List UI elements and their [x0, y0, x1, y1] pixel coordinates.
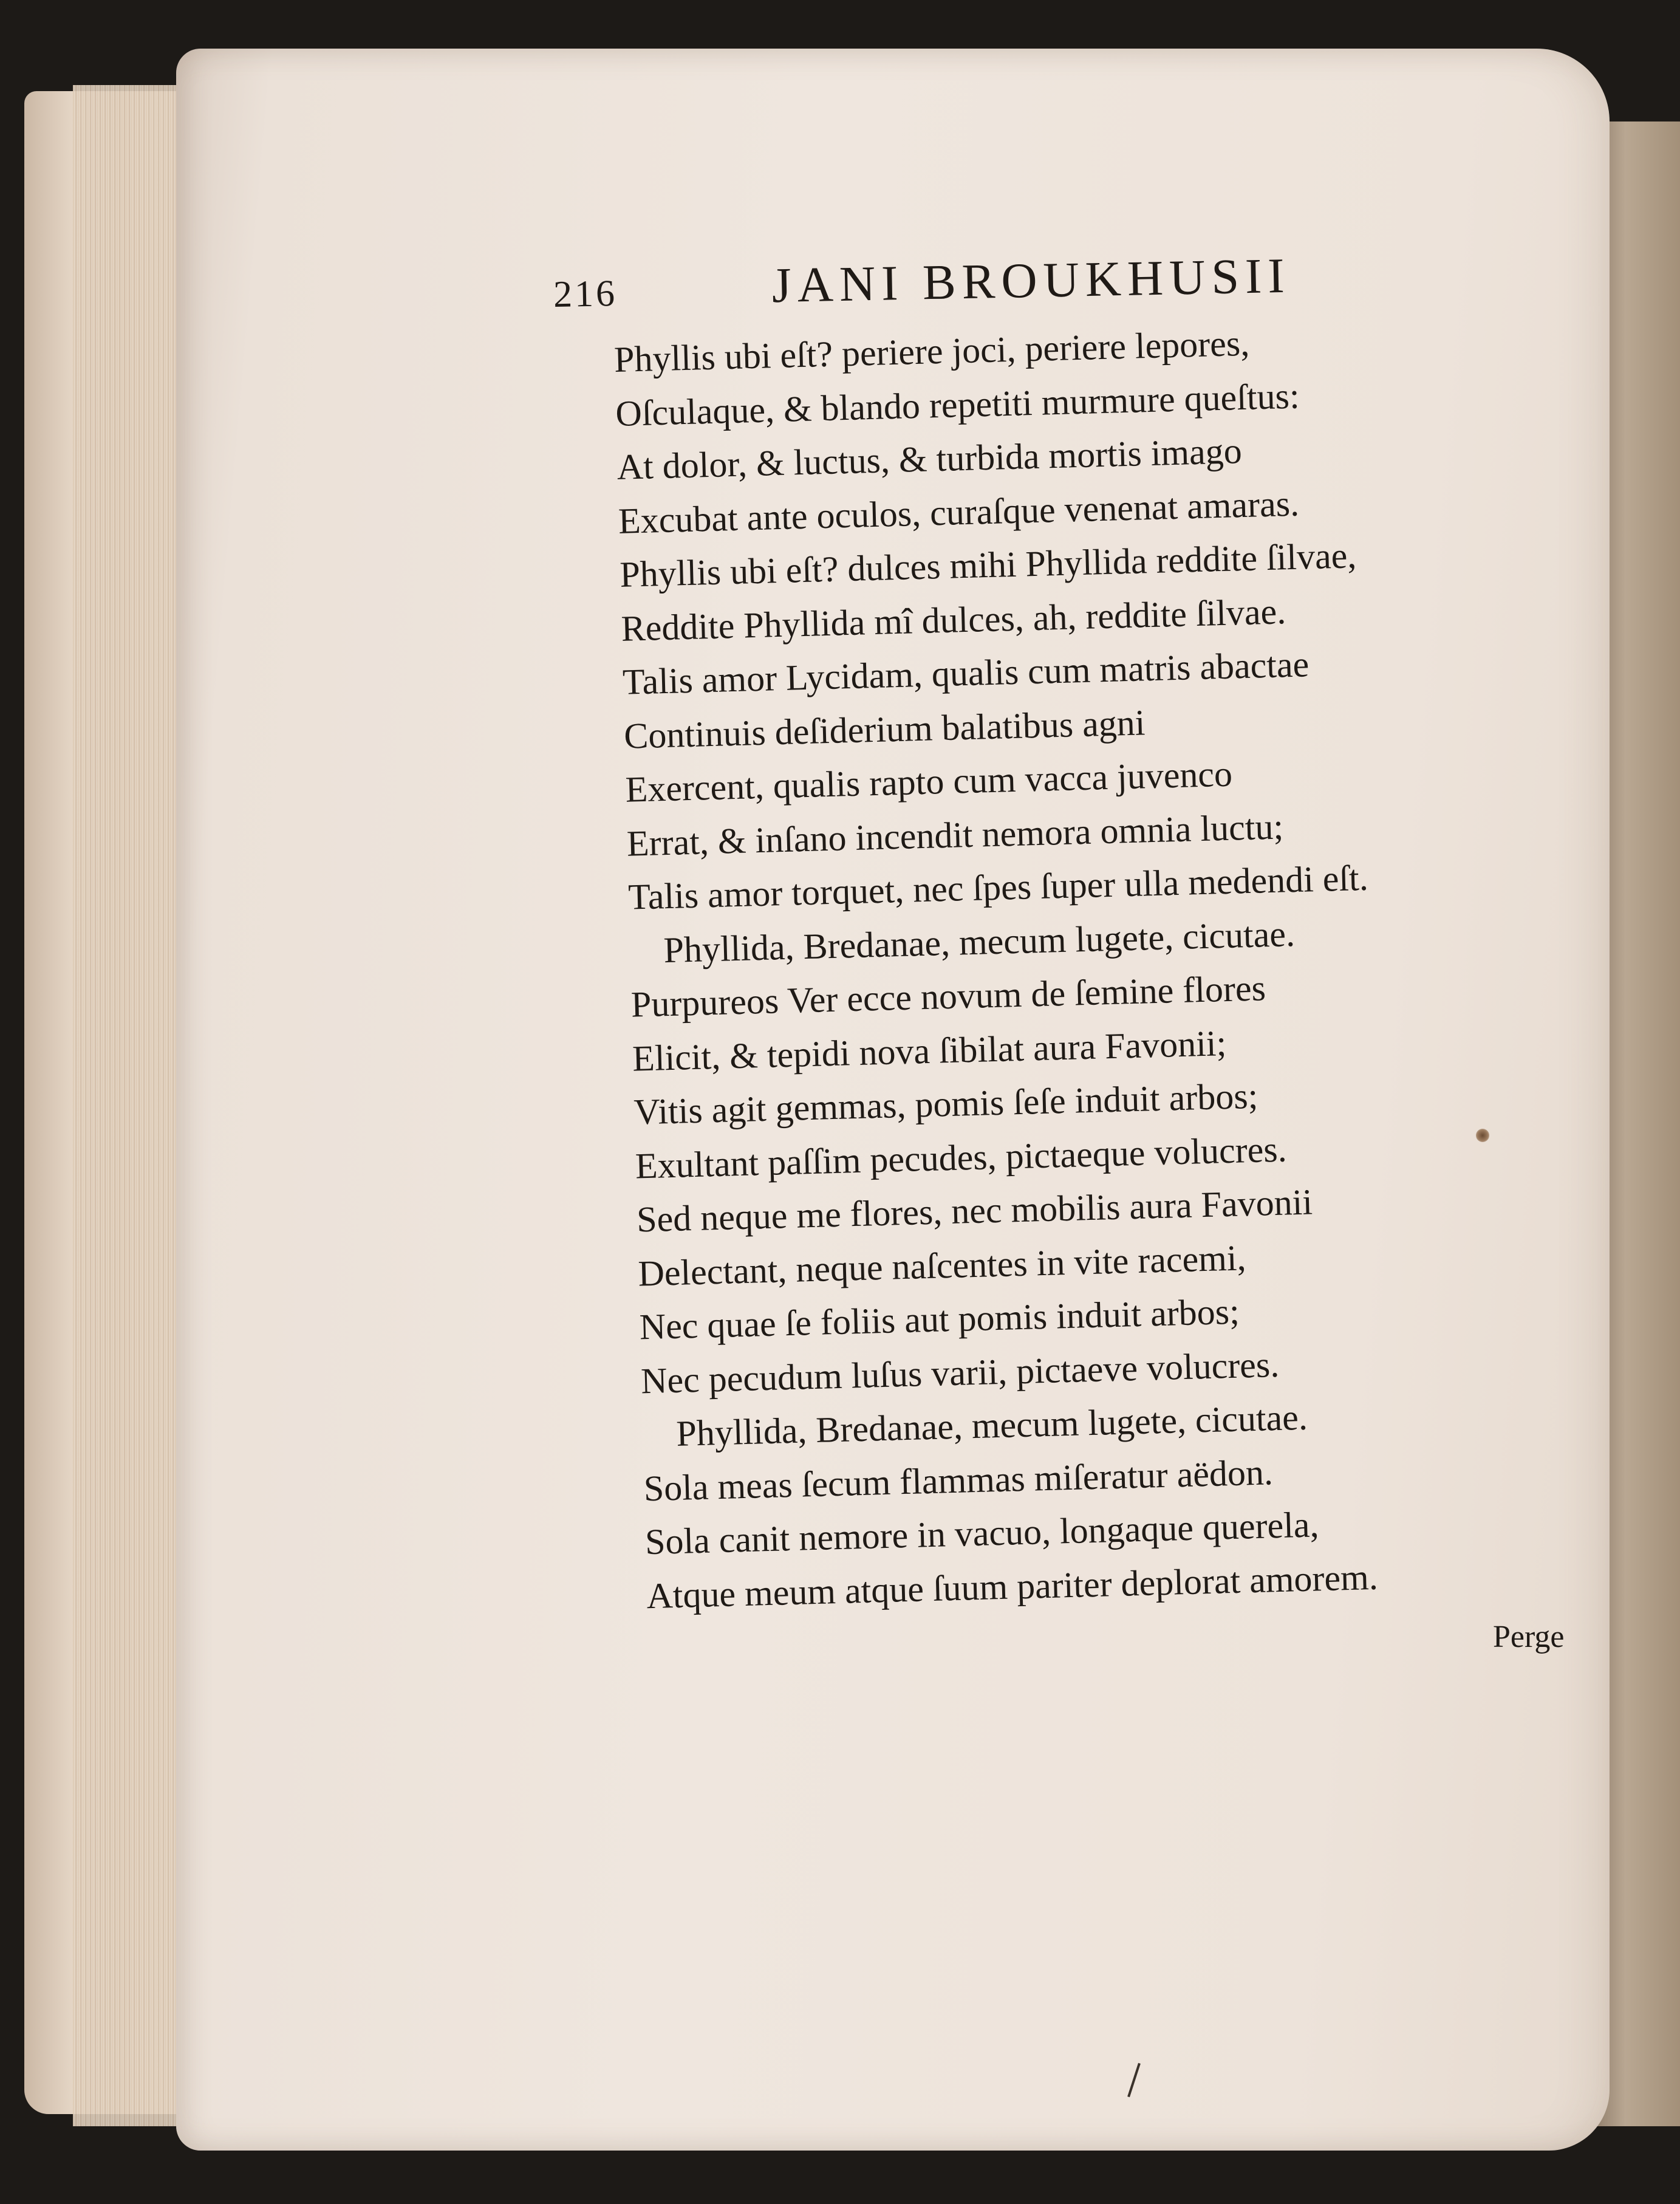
- foxing-spot: [1476, 1129, 1489, 1142]
- poem-line: Nec quae ſe foliis aut pomis induit arbos;: [638, 1291, 1240, 1347]
- poem-line: Excubat ante oculos, curaſque venenat amaras.: [618, 483, 1300, 541]
- poem-refrain-line: Phyllida, Bredanae, mecum lugete, cicutae.: [675, 1397, 1308, 1454]
- page-heading: JANI BROUKHUSII: [771, 247, 1291, 313]
- poem-line: Delectant, neque naſcentes in vite racemi,: [637, 1237, 1247, 1293]
- poem-line: Atque meum atque ſuum pariter deplorat amorem.: [646, 1556, 1379, 1616]
- page-number: 216: [553, 272, 618, 315]
- poem-line: Nec pecudum luſus varii, pictaeve volucres.: [640, 1344, 1280, 1401]
- poem-line: Oſculaque, & blando repetiti murmure queſtus:: [615, 375, 1300, 434]
- poem-text: [613, 310, 1508, 1616]
- poem-line: Exultant paſſim pecudes, pictaeque volucres.: [635, 1128, 1288, 1186]
- poem-line: Phyllis ubi eſt? periere joci, periere lepores,: [613, 323, 1250, 380]
- show-through-text: [1561, 304, 1680, 1640]
- poem-line: Exercent, qualis rapto cum vacca juvenco: [624, 753, 1233, 810]
- poem-line: Sola meas ſecum flammas miſeratur aëdon.: [643, 1451, 1274, 1508]
- poem-line: Sola canit nemore in vacuo, longaque querela,: [644, 1504, 1320, 1562]
- poem-line: At dolor, & luctus, & turbida mortis imago: [616, 430, 1243, 487]
- poem-line: Talis amor torquet, nec ſpes ſuper ulla medendi eſt.: [627, 857, 1369, 917]
- catchword: Perge: [1493, 1620, 1565, 1654]
- poem-refrain-line: Phyllida, Bredanae, mecum lugete, cicutae.: [663, 913, 1296, 970]
- poem-line: Reddite Phyllida mî dulces, ah, reddite ſilvae.: [620, 590, 1286, 649]
- poem-line: Phyllis ubi eſt? dulces mihi Phyllida reddite ſilvae,: [619, 535, 1357, 595]
- poem-line: Errat, & inſano incendit nemora omnia luctu;: [626, 806, 1284, 864]
- poem-line: Elicit, & tepidi nova ſibilat aura Favonii;: [632, 1022, 1227, 1079]
- poem-line: Talis amor Lycidam, qualis cum matris abactae: [622, 644, 1310, 702]
- poem-line: Purpureos Ver ecce novum de ſemine flores: [630, 968, 1266, 1025]
- poem-line: Sed neque me flores, nec mobilis aura Favonii: [636, 1182, 1313, 1240]
- poem-line: Continuis deſiderium balatibus agni: [623, 702, 1146, 756]
- poem-line: Vitis agit gemmas, pomis ſeſe induit arbos;: [633, 1075, 1259, 1132]
